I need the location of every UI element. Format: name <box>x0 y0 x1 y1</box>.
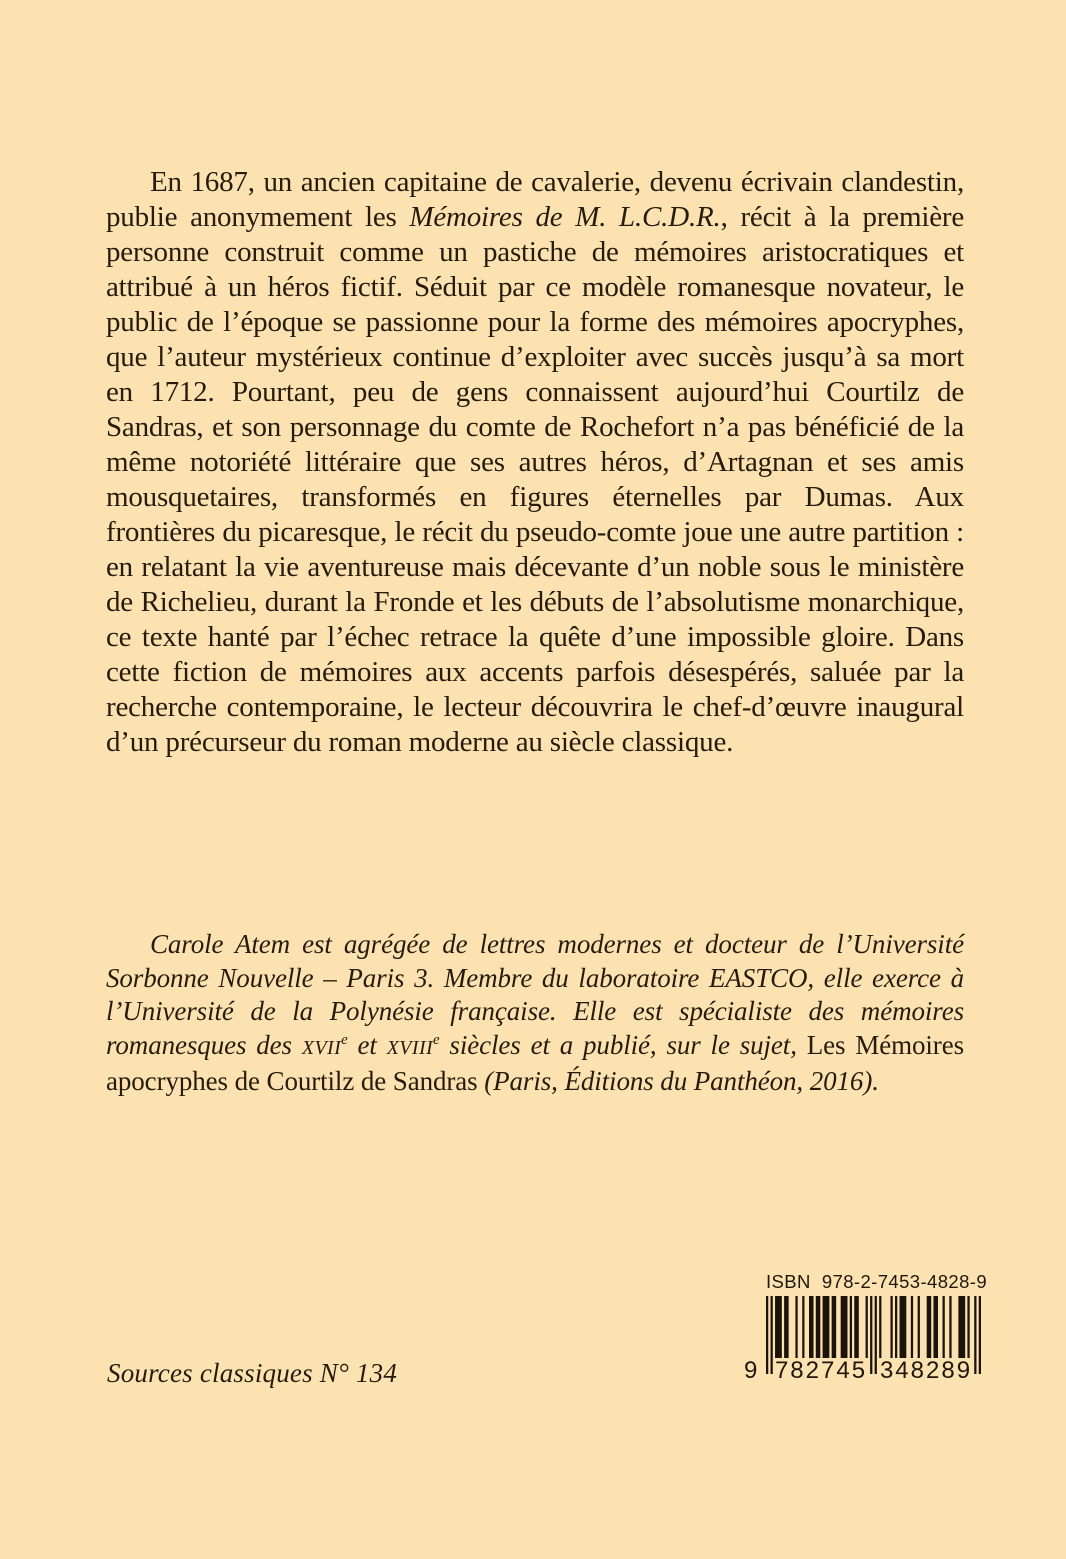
barcode-digit-leading: 9 <box>744 1357 758 1384</box>
text-segment: siècles et a publié, sur le sujet, <box>439 1029 807 1060</box>
author-bio-paragraph <box>106 928 964 1099</box>
barcode-bar <box>943 1296 945 1358</box>
barcode-bar <box>841 1296 848 1358</box>
barcode-bar <box>850 1296 852 1358</box>
isbn-number-label: ISBN 978-2-7453-4828-9 <box>766 1271 988 1292</box>
barcode-bar <box>809 1296 814 1358</box>
text-segment: Carole Atem est agrégée de lettres modernes et docteur de l’Université Sorbonne Nouvelle – Paris 3. Membre du laboratoire EASTCO, elle exerce à l’Université de la Polynésie française. Elle est spécialiste des mémoires romanesques des <box>106 929 964 1060</box>
series-label: Sources classiques N° 134 <box>107 1358 398 1388</box>
barcode-bar <box>967 1296 969 1358</box>
barcode-bar <box>895 1296 897 1358</box>
barcode-bar <box>879 1296 881 1358</box>
barcode-bar <box>832 1296 837 1358</box>
barcode-bar <box>890 1296 892 1358</box>
barcode-bar <box>866 1296 868 1358</box>
barcode-bar <box>949 1296 951 1358</box>
text-segment: Mémoires de M. L.C.D.R. <box>409 201 721 233</box>
barcode-bar <box>802 1296 804 1358</box>
barcode-bar <box>958 1296 965 1358</box>
barcode-digits-right-group: 348289 <box>879 1357 973 1384</box>
text-segment: (Paris, Éditions du Panthéon, 2016). <box>477 1066 879 1096</box>
barcode-bar <box>823 1296 830 1358</box>
text-segment: et <box>347 1029 387 1060</box>
barcode-bar <box>784 1296 789 1358</box>
text-segment: Les Mémoires apocryphes de Courtilz de Sandras <box>106 1029 964 1096</box>
barcode-bar <box>900 1296 907 1358</box>
barcode-bar <box>933 1296 938 1358</box>
barcode-bar <box>775 1296 782 1358</box>
synopsis-paragraph <box>106 165 964 760</box>
text-segment: e <box>341 1031 348 1048</box>
text-segment: XVII <box>301 1036 342 1059</box>
barcode-bar <box>795 1296 797 1358</box>
isbn-barcode-block <box>744 1271 988 1384</box>
barcode-bar <box>816 1296 821 1358</box>
barcode-digits-row <box>744 1357 981 1384</box>
text-segment: e <box>433 1031 440 1048</box>
text-segment: XVIII <box>386 1036 434 1059</box>
text-segment: , récit à la première personne construit comme un pastiche de mémoires aristocratiques et attribué à un héros fictif. Séduit par ce modèle romanesque novateur, le public de l’époque se passionne pour la forme des mémoires apocryphes, que l’auteur mystérieux continue d’exploiter avec succès jusqu’à sa mort en 1712. Pourtant, peu de gens connaissent aujourd’hui Courtilz de Sandras, et son personnage du comte de Rochefort n’a pas bénéficié de la même notoriété littéraire que ses autres héros, d’Artagnan et ses amis mousquetaires, transformés en figures éternelles par Dumas. Aux frontières du picaresque, le récit du pseudo-comte joue une autre partition : en relatant la vie aventureuse mais décevante d’un noble sous le ministère de Richelieu, durant la Fronde et les débuts de l’absolutisme monarchique, ce texte hanté par l’échec retrace la quête d’une impossible gloire. Dans cette fiction de mémoires aux accents parfois désespérés, saluée par la recherche contemporaine, le lecteur découvrira le chef-d’œuvre inaugural d’un précurseur du roman moderne au siècle classique. <box>106 201 964 758</box>
barcode-digits-left-group: 782745 <box>774 1357 868 1384</box>
text-segment: En 1687, un ancien capitaine de cavalerie, devenu écrivain clandestin, publie anonymement les <box>106 166 964 233</box>
barcode-bar <box>911 1296 913 1358</box>
barcode-bar <box>854 1296 859 1358</box>
barcode-bar <box>918 1296 920 1358</box>
barcode-bar <box>927 1296 932 1358</box>
